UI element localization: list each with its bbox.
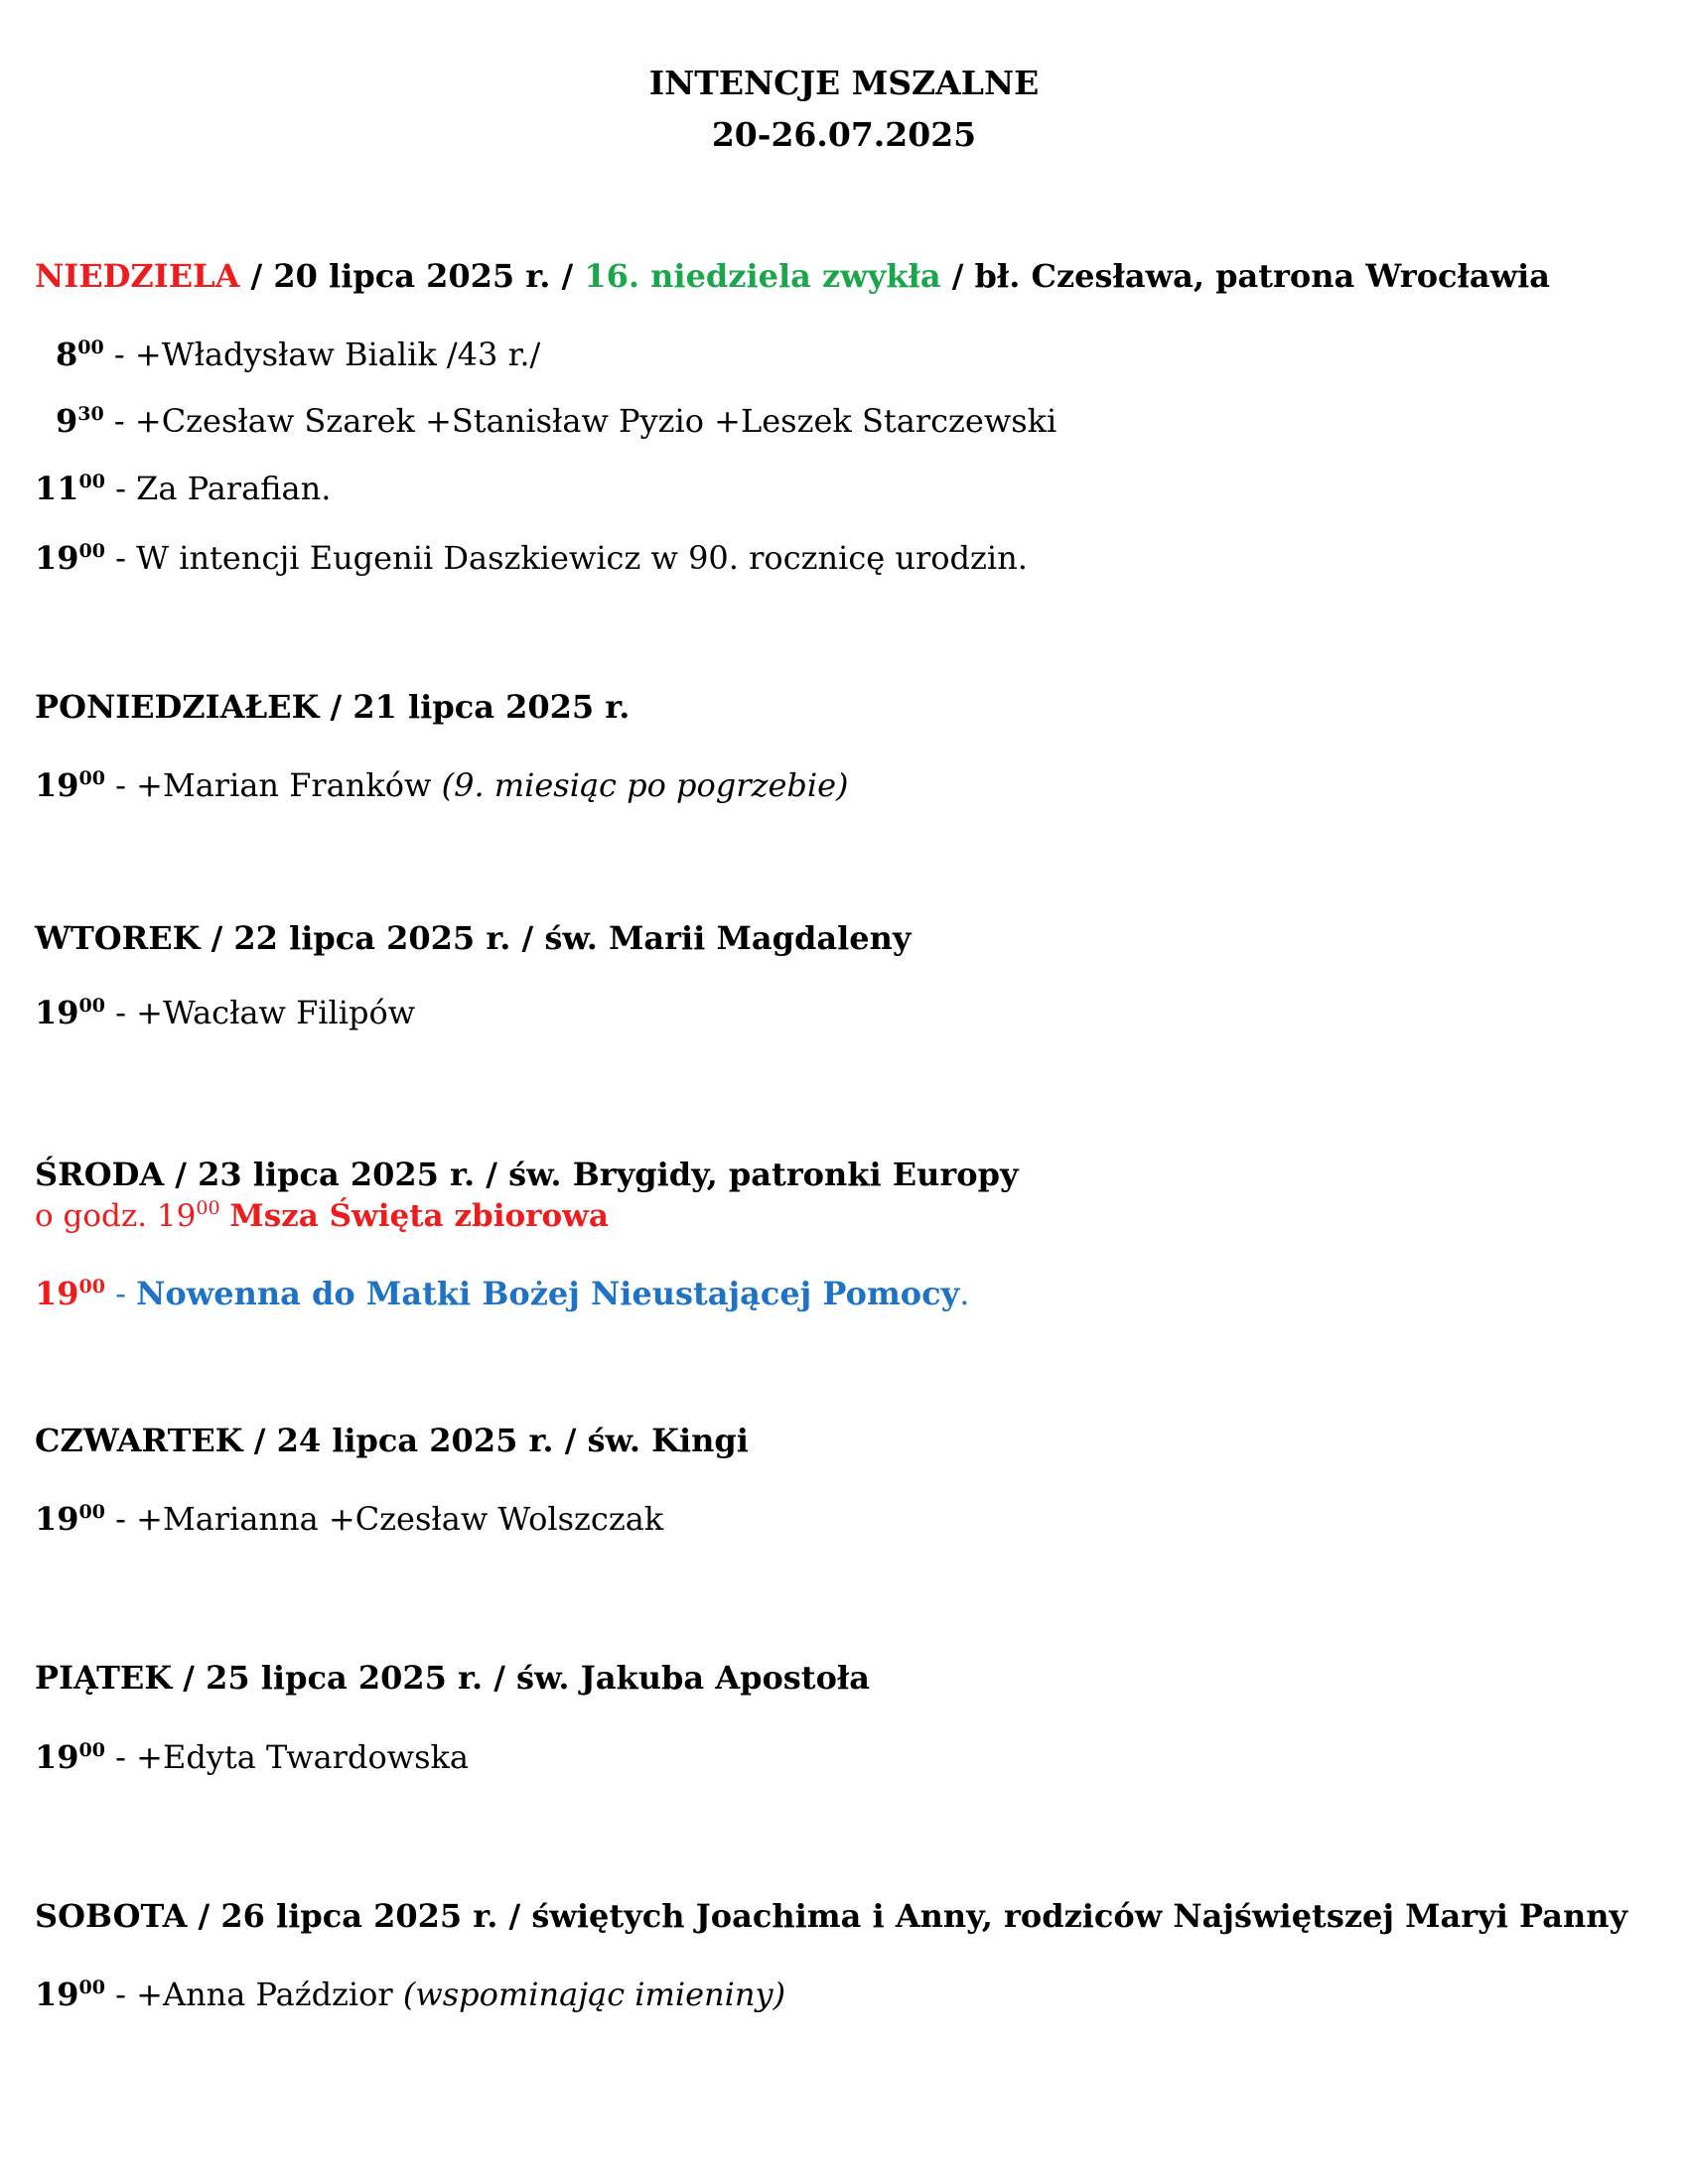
patron: bł. Czesława, patrona Wrocławia (974, 257, 1551, 295)
mass-entry (35, 469, 331, 508)
dash: - (115, 766, 126, 804)
dash: - (115, 539, 126, 577)
mass-time: $19^{00}$ (35, 1500, 105, 1538)
mass-intention: Za Parafian. (136, 470, 332, 507)
liturgy-name: 16. niedziela zwykła (584, 257, 941, 295)
period: . (959, 1275, 970, 1312)
wednesday-heading: ŚRODA / 23 lipca 2025 r. / św. Brygidy, patronki Europy (35, 1156, 1019, 1193)
mass-note: (wspominając imieniny) (402, 1976, 786, 2013)
dash: - (113, 402, 125, 440)
mass-note: (9. miesiąc po pogrzebie) (441, 766, 849, 804)
dash: - (115, 1500, 126, 1538)
separator: / (951, 257, 964, 295)
mass-intention: +Anna Paździor (136, 1976, 393, 2013)
mass-entry (35, 538, 1028, 578)
mass-entry (35, 1499, 663, 1539)
dash: - (115, 1738, 126, 1776)
mass-intention: W intencji Eugenii Daszkiewicz w 90. rocznicę urodzin. (136, 539, 1028, 577)
mass-time: $19^{00}$ (35, 1275, 105, 1312)
mass-intention: +Wacław Filipów (136, 994, 416, 1031)
mass-intention: +Władysław Bialik /43 r./ (134, 336, 541, 373)
mass-time: $19^{00}$ (35, 766, 105, 804)
mass-entry (35, 1975, 785, 2014)
mass-time: $19^{00}$ (35, 994, 105, 1031)
separator: / (561, 257, 574, 295)
dash: - (115, 1275, 126, 1312)
document-title: INTENCJE MSZALNE (648, 64, 1040, 102)
mass-entry (35, 1274, 969, 1313)
mass-time: $19^{00}$ (35, 539, 105, 577)
mass-time: $8^{00}$ (56, 336, 104, 373)
sunday-heading (35, 256, 1550, 296)
mass-time: $19^{00}$ (35, 1976, 105, 2013)
mass-entry (35, 1737, 469, 1777)
date: 20 lipca 2025 r. (273, 257, 551, 295)
separator: / (250, 257, 263, 295)
notice-prefix: o godz. $19^{00}$ (35, 1197, 220, 1234)
monday-heading: PONIEDZIAŁEK / 21 lipca 2025 r. (35, 688, 631, 726)
wednesday-notice (35, 1196, 609, 1236)
mass-entry (56, 335, 540, 374)
mass-entry (35, 765, 849, 805)
notice-bold: Msza Święta zbiorowa (229, 1198, 609, 1234)
dash: - (113, 336, 125, 373)
mass-entry (56, 401, 1056, 441)
dash: - (115, 1976, 126, 2013)
day-name: NIEDZIELA (35, 257, 240, 295)
saturday-heading: SOBOTA / 26 lipca 2025 r. / świętych Joachima i Anny, rodziców Najświętszej Maryi Panny (35, 1897, 1628, 1935)
mass-entry (35, 993, 415, 1032)
mass-time: $19^{00}$ (35, 1738, 105, 1776)
mass-time: $9^{30}$ (56, 402, 104, 440)
dash: - (115, 470, 126, 507)
mass-intention: +Marian Franków (136, 766, 432, 804)
mass-intention: +Marianna +Czesław Wolszczak (136, 1500, 664, 1538)
tuesday-heading: WTOREK / 22 lipca 2025 r. / św. Marii Magdaleny (35, 919, 912, 957)
thursday-heading: CZWARTEK / 24 lipca 2025 r. / św. Kingi (35, 1422, 749, 1459)
mass-time: $11^{00}$ (35, 470, 105, 507)
mass-intention: Nowenna do Matki Bożej Nieustającej Pomocy (136, 1275, 960, 1312)
mass-intention: +Czesław Szarek +Stanisław Pyzio +Leszek Starczewski (134, 402, 1057, 440)
dash: - (115, 994, 126, 1031)
mass-intention: +Edyta Twardowska (136, 1738, 469, 1776)
document-subtitle: 20-26.07.2025 (711, 115, 977, 154)
friday-heading: PIĄTEK / 25 lipca 2025 r. / św. Jakuba Apostoła (35, 1659, 870, 1697)
